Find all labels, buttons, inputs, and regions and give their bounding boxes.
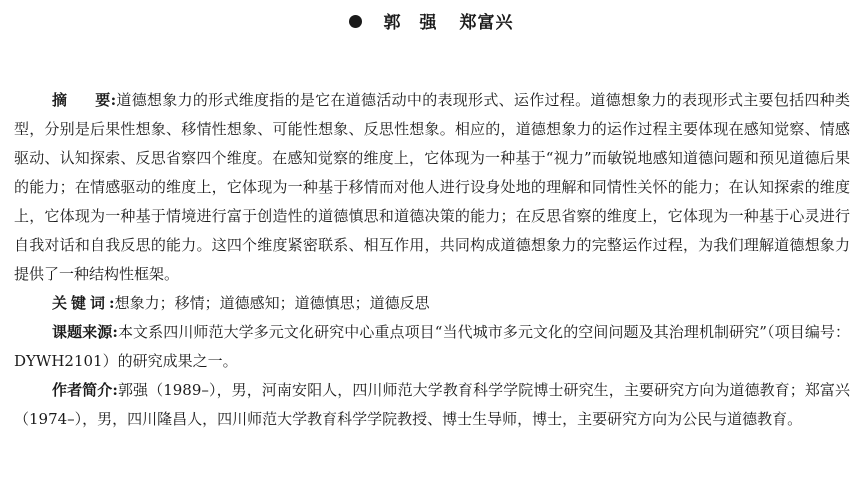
author-bio-paragraph xyxy=(14,376,850,434)
funding-colon: : xyxy=(112,323,118,341)
author-name-1: 郭 强 xyxy=(383,13,438,33)
abstract-text: 道德想象力的形式维度指的是它在道德活动中的表现形式、运作过程。道德想象力的表现形式主要包括四种类型，分别是后果性想象、移情性想象、可能性想象、反思性想象。相应的，道德想象力的运作过程主要体现在感知觉察、情感驱动、认知探索、反思省察四个维度。在感知觉察的维度上，它体现为一种基于“视力”而敏锐地感知道德问题和预见道德后果的能力；在情感驱动的维度上，它体现为一种基于移情而对他人进行设身处地的理解和同情性关怀的能力；在认知探索的维度上，它体现为一种基于情境进行富于创造性的道德慎思和道德决策的能力；在反思省察的维度上，它体现为一种基于心灵进行自我对话和自我反思的能力。这四个维度紧密联系、相互作用，共同构成道德想象力的完整运作过程，为我们理解道德想象力提供了一种结构性框架。 xyxy=(14,91,850,283)
funding-paragraph xyxy=(14,318,850,376)
abstract-paragraph xyxy=(14,86,850,289)
bullet-icon xyxy=(349,15,362,28)
abstract-colon: : xyxy=(110,91,117,109)
abstract-label-b: 要 xyxy=(95,91,111,109)
keywords-label: 关键词 xyxy=(52,294,110,312)
funding-text: 本文系四川师范大学多元文化研究中心重点项目“当代城市多元文化的空间问题及其治理机制研究”（项目编号：DYWH2101）的研究成果之一。 xyxy=(14,323,850,370)
funding-label: 课题来源 xyxy=(52,323,113,341)
author-bio-label: 作者简介 xyxy=(52,381,113,399)
abstract-label-a: 摘 xyxy=(52,91,96,109)
author-name-2: 郑富兴 xyxy=(459,13,514,33)
author-bio-colon: : xyxy=(112,381,118,399)
author-bio-text: 郭强（1989–），男，河南安阳人，四川师范大学教育科学学院博士研究生，主要研究方向为道德教育；郑富兴（1974–），男，四川隆昌人，四川师范大学教育科学学院教授、博士生导师，博士，主要研究方向为公民与道德教育。 xyxy=(14,381,850,428)
keywords-paragraph xyxy=(14,289,850,318)
author-line xyxy=(0,8,862,33)
keywords-colon: : xyxy=(109,294,115,312)
front-matter xyxy=(14,86,850,434)
keywords-text: 想象力；移情；道德感知；道德慎思；道德反思 xyxy=(114,294,430,312)
